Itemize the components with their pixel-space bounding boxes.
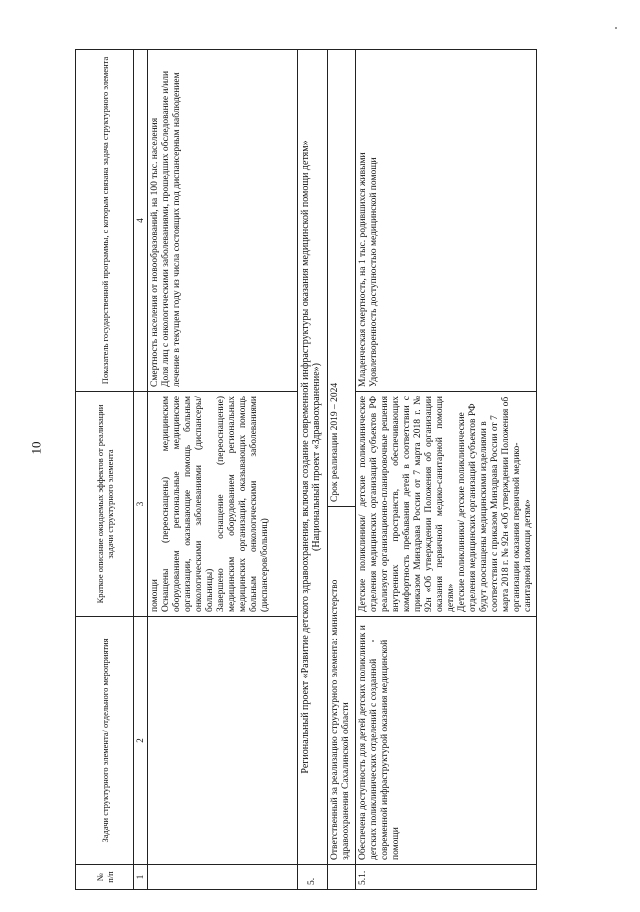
section-5-subtitle: (Национальный проект «Здравоохранение»)	[311, 363, 322, 551]
program-table	[75, 49, 537, 890]
cont-num-cell	[148, 865, 298, 890]
col-number-4: 4	[134, 49, 148, 391]
continuation-row	[148, 49, 298, 889]
col-number-2: 2	[134, 617, 148, 865]
header-effects: Краткое описание ожидаемых эффектов от реализации задачи структурного элемента	[76, 391, 134, 616]
cont-effects: помощи Оснащены (переоснащены) медицинским оборудованием региональные медицинские организации, оказывающие помощь больным онкологическими заболеваниями (диспансеры/больницы) Завершено оснащение (переоснащение) медицинским оборудованием региональных медицинских организаций, оказывающих помощь больным онкологическими заболеваниями (диспансеров/больниц)	[148, 391, 298, 616]
rotated-table-stage	[75, 50, 533, 890]
row-5-1-indicator: Младенческая смертность, на 1 тыс. родившихся живыми Удовлетворенность доступностью медицинской помощи	[356, 49, 537, 391]
section-5-title: Региональный проект «Развитие детского здравоохранения, включая создание современной инфраструктуры оказания медицинской помощи детям»	[300, 140, 311, 774]
responsible-num-cell	[328, 865, 356, 890]
header-row	[76, 49, 134, 889]
responsible-text: Ответственный за реализацию структурного элемента: министерство здравоохранения Сахалинской области	[328, 507, 356, 865]
header-num: № п/п	[76, 865, 134, 890]
header-indicator: Показатель государственной программы, с которым связана задача структурного элемента	[76, 49, 134, 391]
col-number-3: 3	[134, 391, 148, 616]
section-5-title-cell	[298, 49, 328, 864]
col-number-1: 1	[134, 865, 148, 890]
row-5-1-task: Обеспечена доступность для детей детских поликлиник и детских поликлинических отделений с созданной современной инфраструктурой оказания медицинской помощи	[356, 617, 537, 865]
cont-task-cell	[148, 617, 298, 865]
scan-speck	[615, 27, 617, 29]
header-task: Задачи структурного элемента/ отдельного мероприятия	[76, 617, 134, 865]
row-5-1-num: 5.1.	[356, 865, 537, 890]
page-number: 10	[28, 441, 44, 455]
term-text: Срок реализации 2019 – 2024	[328, 49, 356, 506]
section-5-row	[298, 49, 328, 889]
row-5-1-effects-a: Детские поликлиники/ детские поликлинические отделения медицинских организаций субъектов РФ реализуют организационно-планировочные решения внутренних пространств, обеспечивающих комфортность пребывания детей в соответствии с приказом Минздрава России от 7 марта 2018 г. № 92н «Об утверждении Положения об организации оказания первичной медико-санитарной помощи детям»	[358, 395, 456, 612]
responsible-row	[328, 49, 356, 889]
row-5-1-effects	[356, 391, 537, 616]
row-5-1-effects-b: Детские поликлиники/ детские поликлинические отделения медицинских организаций субъектов РФ будут дооснащены медицинскими изделиями в соответствии с приказом Минздрава России от 7 марта 2018 г. № 92н «Об утверждении Положения об организации оказания первичной медико-санитарной помощи детям»	[457, 396, 533, 612]
column-number-row	[134, 49, 148, 889]
row-5-1	[356, 49, 537, 889]
section-5-num: 5.	[298, 865, 328, 890]
cont-indicator: Смертность населения от новообразований, на 100 тыс. населения Доля лиц с онкологическими заболеваниями, прошедших обследование и/или лечение в текущем году из числа состоящих под диспансерным наблюдением	[148, 49, 298, 391]
